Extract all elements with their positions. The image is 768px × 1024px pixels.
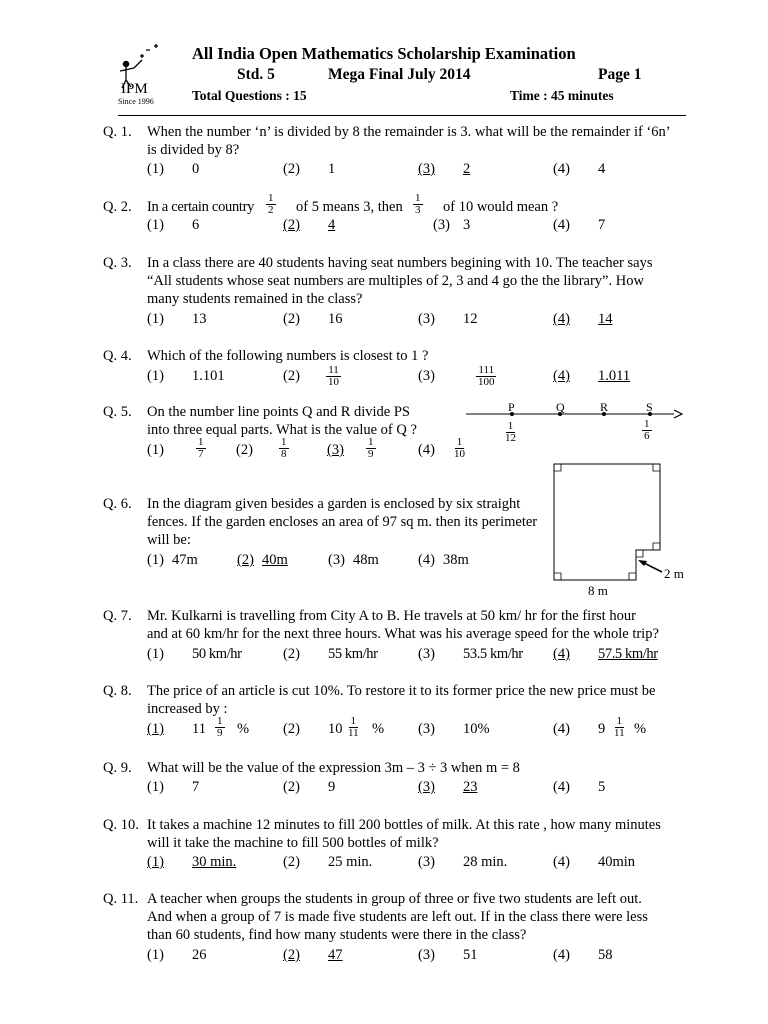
option-value: 40m	[262, 552, 288, 568]
denominator: 10	[454, 448, 465, 460]
numerator: 111	[478, 364, 495, 376]
option-value: 3	[463, 217, 471, 233]
garden-diagram	[548, 458, 690, 598]
option-value: 47	[328, 947, 343, 963]
option-label: (1)	[147, 442, 164, 458]
total-questions: Total Questions : 15	[192, 88, 307, 103]
option-label: (3)	[418, 947, 435, 963]
fraction	[413, 193, 423, 216]
option-label: (4)	[553, 368, 570, 384]
logo-since: Since 1996	[118, 97, 154, 106]
option-value: 1	[328, 161, 336, 177]
option-fraction	[346, 716, 361, 739]
option-label: (3)	[418, 721, 435, 737]
arrow-head-icon	[638, 560, 647, 566]
option-whole: 9	[598, 721, 606, 737]
option-label: (1)	[147, 311, 164, 327]
question-number: Q. 7.	[103, 608, 132, 624]
option-label: (4)	[553, 947, 570, 963]
arrow-right-icon	[674, 410, 682, 418]
question-number: Q. 5.	[103, 404, 132, 420]
numerator: 1	[507, 420, 514, 432]
option-label: (2)	[283, 854, 300, 870]
option-value: 53.5 km/hr	[463, 646, 523, 662]
option-label: (3)	[418, 646, 435, 662]
option-value: 7	[598, 217, 606, 233]
question-text-line: will it take the machine to fill 500 bottles of milk?	[147, 835, 439, 851]
question-text-line: than 60 students, find how many students were there in the class?	[147, 927, 527, 943]
option-value: 16	[328, 311, 343, 327]
option-value: 6	[192, 217, 200, 233]
option-fraction	[196, 437, 206, 460]
question-number: Q. 8.	[103, 683, 132, 699]
option-label: (2)	[283, 779, 300, 795]
option-value: 40min	[598, 854, 636, 870]
option-fraction	[476, 365, 497, 388]
option-value: 23	[463, 779, 478, 795]
question-text-line: Mr. Kulkarni is travelling from City A to B. He travels at 50 km/ hr for the first hour	[147, 608, 636, 624]
exam-session: Mega Final July 2014	[328, 66, 471, 83]
option-value: 1.011	[598, 368, 631, 384]
denominator: 6	[644, 430, 650, 442]
option-value: 14	[598, 311, 613, 327]
exam-title: All India Open Mathematics Scholarship Examination	[192, 44, 576, 63]
denominator: 2	[268, 204, 274, 216]
question-text-line: It takes a machine 12 minutes to fill 200 bottles of milk. At this rate , how many minutes	[147, 817, 661, 833]
denominator: 10	[328, 376, 339, 388]
option-label: (2)	[236, 442, 253, 458]
fraction	[266, 193, 276, 216]
option-value: 55 km/hr	[328, 646, 378, 662]
option-suffix: %	[372, 721, 385, 737]
option-value: 10%	[463, 721, 490, 737]
ipm-logo	[112, 40, 174, 106]
question-text-line: The price of an article is cut 10%. To restore it to its former price the new price must be	[147, 683, 656, 699]
question-text-line: In the diagram given besides a garden is enclosed by six straight	[147, 496, 521, 512]
option-whole: 10	[328, 721, 343, 737]
option-value: 50 km/hr	[192, 646, 242, 662]
option-label: (4)	[418, 552, 435, 568]
option-suffix: %	[634, 721, 647, 737]
denominator: 8	[281, 448, 287, 460]
std-label: Std. 5	[237, 66, 275, 83]
option-value: 2	[463, 161, 471, 177]
option-value: 57.5 km/hr	[598, 646, 658, 662]
question-text-line: What will be the value of the expression 3m – 3 ÷ 3 when m = 8	[147, 760, 520, 776]
option-value: 4	[598, 161, 606, 177]
option-value: 30 min.	[192, 854, 237, 870]
numerator: 1	[217, 715, 223, 727]
option-label: (2)	[283, 368, 300, 384]
option-value: 38m	[443, 552, 469, 568]
question-text-line: When the number ‘n’ is divided by 8 the remainder is 3. what will be the remainder if ‘6n’	[147, 124, 671, 140]
option-value: 4	[328, 217, 336, 233]
option-label: (1)	[147, 779, 164, 795]
question-number: Q. 9.	[103, 760, 132, 776]
denominator: 3	[415, 204, 421, 216]
option-label: (4)	[553, 854, 570, 870]
option-whole: 11	[192, 721, 206, 737]
bottom-label: 8 m	[588, 583, 608, 598]
option-label: (2)	[283, 947, 300, 963]
denominator: 11	[614, 727, 625, 739]
s-value-fraction	[642, 419, 652, 442]
question-text: of 10 would mean ?	[443, 199, 559, 215]
option-value: 48m	[353, 552, 379, 568]
question-number: Q. 6.	[103, 496, 132, 512]
denominator: 9	[217, 727, 223, 739]
question-text-line: In a class there are 40 students having seat numbers begining with 10. The teacher says	[147, 255, 653, 271]
option-label: (1)	[147, 947, 164, 963]
option-label: (2)	[283, 311, 300, 327]
header-rule	[118, 115, 686, 116]
option-fraction	[612, 716, 627, 739]
denominator: 9	[368, 448, 374, 460]
option-label: (4)	[553, 217, 570, 233]
page-number: Page 1	[598, 66, 642, 83]
option-label: (3)	[418, 779, 435, 795]
logo-text: IPM	[121, 81, 148, 97]
numerator: 1	[616, 715, 623, 727]
option-label: (4)	[553, 779, 570, 795]
option-label: (1)	[147, 161, 164, 177]
option-value: 26	[192, 947, 207, 963]
option-label: (4)	[553, 311, 570, 327]
option-label: (2)	[283, 217, 300, 233]
question-text-line: is divided by 8?	[147, 142, 240, 158]
point-label: P	[508, 400, 515, 414]
numerator: 1	[198, 436, 204, 448]
option-label: (3)	[328, 552, 345, 568]
numerator: 1	[281, 436, 287, 448]
point-label: S	[646, 400, 653, 414]
numerator: 1	[644, 418, 650, 430]
option-label: (3)	[418, 311, 435, 327]
option-label: (3)	[418, 161, 435, 177]
option-label: (2)	[237, 552, 254, 568]
option-value: 7	[192, 779, 200, 795]
option-label: (1)	[147, 368, 164, 384]
number-line	[462, 398, 690, 454]
option-label: (2)	[283, 161, 300, 177]
option-value: 51	[463, 947, 478, 963]
option-value: 58	[598, 947, 613, 963]
option-label: (3)	[433, 217, 450, 233]
denominator: 11	[348, 727, 359, 739]
option-fraction	[326, 365, 341, 388]
option-suffix: %	[237, 721, 250, 737]
point-label: R	[600, 400, 609, 414]
option-value: 28 min.	[463, 854, 508, 870]
question-number: Q. 10.	[103, 817, 139, 833]
option-value: 5	[598, 779, 606, 795]
option-value: 1.101	[192, 368, 225, 384]
option-label: (3)	[418, 368, 435, 384]
numerator: 1	[350, 715, 357, 727]
question-number: Q. 2.	[103, 199, 132, 215]
option-label: (3)	[418, 854, 435, 870]
question-text: of 5 means 3, then	[296, 199, 403, 215]
option-value: 9	[328, 779, 336, 795]
option-fraction	[215, 716, 225, 739]
question-text: In a certain country	[147, 199, 255, 215]
option-label: (4)	[418, 442, 435, 458]
point-label: Q	[556, 400, 565, 414]
question-text-line: will be:	[147, 532, 191, 548]
numerator: 1	[368, 436, 374, 448]
option-label: (1)	[147, 646, 164, 662]
question-text-line: many students remained in the class?	[147, 291, 363, 307]
question-text-line: A teacher when groups the students in group of three or five two students are left out.	[147, 891, 642, 907]
question-number: Q. 11.	[103, 891, 139, 907]
option-value: 25 min.	[328, 854, 373, 870]
option-label: (2)	[283, 646, 300, 662]
option-value: 12	[463, 311, 478, 327]
option-label: (4)	[553, 721, 570, 737]
question-text-line: “All students whose seat numbers are multiples of 2, 3 and 4 go the the library”. How	[147, 273, 644, 289]
denominator: 12	[505, 432, 516, 444]
option-label: (3)	[327, 442, 344, 458]
question-number: Q. 1.	[103, 124, 132, 140]
denominator: 7	[198, 448, 204, 460]
denominator: 100	[478, 376, 495, 388]
option-label: (1)	[147, 854, 164, 870]
numerator: 1	[268, 192, 274, 204]
option-label: (4)	[553, 161, 570, 177]
question-number: Q. 3.	[103, 255, 132, 271]
question-number: Q. 4.	[103, 348, 132, 364]
option-fraction	[366, 437, 376, 460]
option-fraction	[279, 437, 289, 460]
option-label: (1)	[147, 217, 164, 233]
numerator: 1	[456, 436, 463, 448]
question-text-line: And when a group of 7 is made five students are left out. If in the class there were less	[147, 909, 648, 925]
question-text-line: On the number line points Q and R divide PS	[147, 404, 410, 420]
question-text-line: into three equal parts. What is the value of Q ?	[147, 422, 417, 438]
side-label: 2 m	[664, 566, 684, 581]
option-label: (1)	[147, 552, 164, 568]
option-label: (1)	[147, 721, 164, 737]
time-limit: Time : 45 minutes	[510, 88, 614, 103]
option-value: 0	[192, 161, 200, 177]
question-text-line: fences. If the garden encloses an area of 97 sq m. then its perimeter	[147, 514, 538, 530]
p-value-fraction	[503, 421, 518, 444]
numerator: 11	[328, 364, 339, 376]
option-value: 47m	[172, 552, 198, 568]
question-text-line: Which of the following numbers is closest to 1 ?	[147, 348, 429, 364]
option-label: (2)	[283, 721, 300, 737]
numerator: 1	[415, 192, 421, 204]
option-label: (4)	[553, 646, 570, 662]
option-value: 13	[192, 311, 207, 327]
question-text-line: and at 60 km/hr for the next three hours. What was his average speed for the whole trip?	[147, 626, 659, 642]
question-text-line: increased by :	[147, 701, 228, 717]
